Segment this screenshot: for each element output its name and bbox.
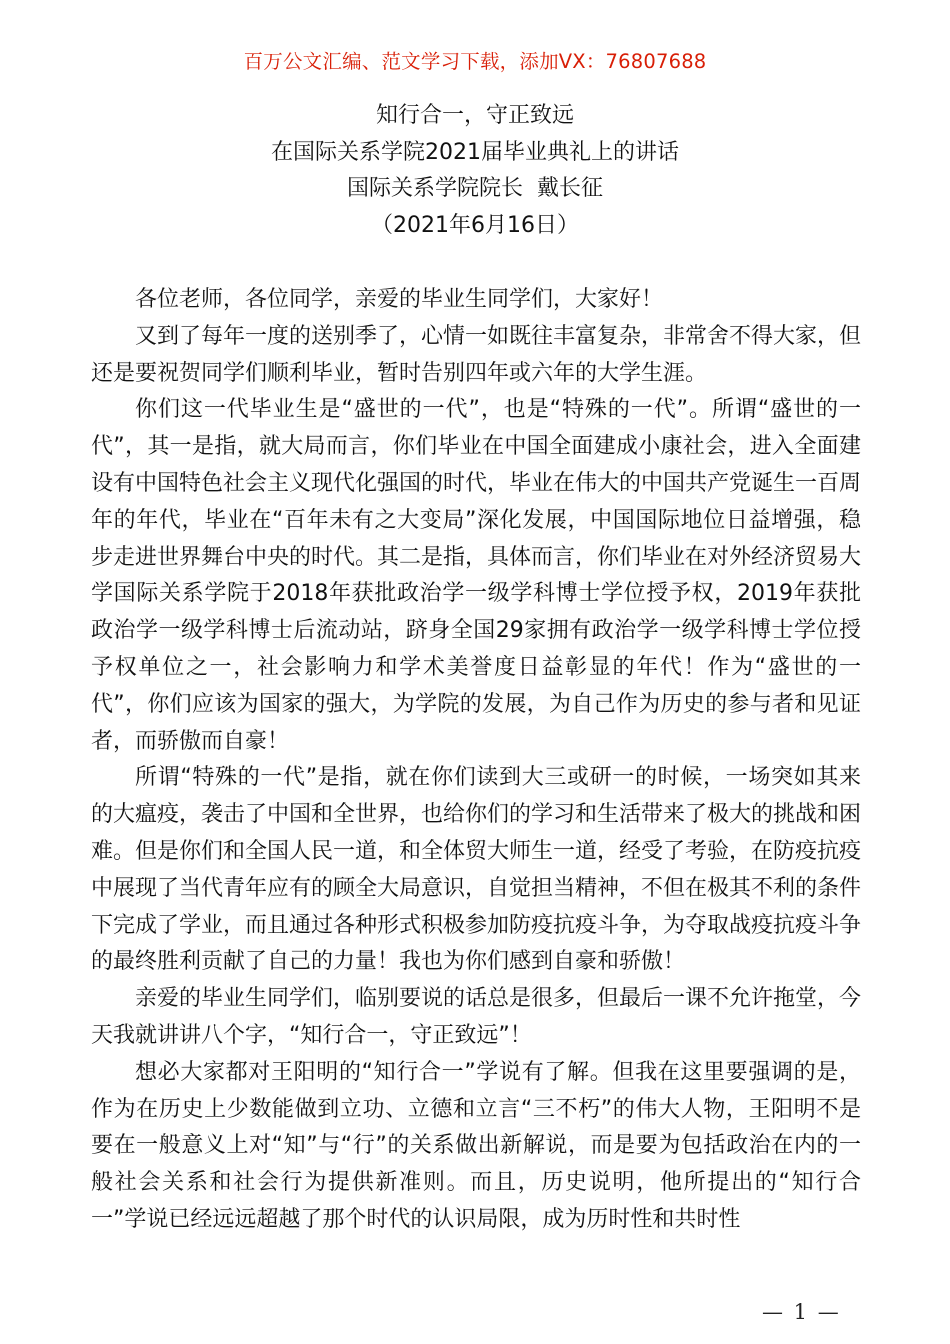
watermark-banner: 百万公文汇编、范文学习下载，添加VX：76807688 bbox=[243, 50, 707, 73]
speech-date: （2021年6月16日） bbox=[371, 212, 579, 238]
document-header bbox=[0, 98, 950, 244]
paragraph: 你们这一代毕业生是“盛世的一代”，也是“特殊的一代”。所谓“盛世的一代”，其一是指，就大局而言，你们毕业在中国全面建成小康社会，进入全面建设有中国特色社会主义现代化强国的时代，毕业在伟大的中国共产党诞生一百周年的年代，毕业在“百年未有之大变局”深化发展，中国国际地位日益增强，稳步走进世界舞台中央的时代。其二是指，具体而言，你们毕业在对外经济贸易大学国际关系学院于2018年获批政治学一级学科博士学位授予权，2019年获批政治学一级学科博士后流动站，跻身全国29家拥有政治学一级学科博士学位授予权单位之一，社会影响力和学术美誉度日益彰显的年代！作为“盛世的一代”，你们应该为国家的强大，为学院的发展，为自己作为历史的参与者和见证者，而骄傲而自豪！ bbox=[91, 397, 862, 754]
paragraph: 亲爱的毕业生同学们，临别要说的话总是很多，但最后一课不允许拖堂，今天我就讲讲八个字，“知行合一，守正致远”！ bbox=[91, 986, 862, 1048]
paragraph: 又到了每年一度的送别季了，心情一如既往丰富复杂，非常舍不得大家，但还是要祝贺同学们顺利毕业，暂时告别四年或六年的大学生涯。 bbox=[91, 323, 862, 386]
paragraph-greeting: 各位老师，各位同学，亲爱的毕业生同学们，大家好！ bbox=[135, 287, 664, 312]
document-subtitle: 在国际关系学院2021届毕业典礼上的讲话 bbox=[271, 139, 679, 165]
paragraph: 想必大家都对王阳明的“知行合一”学说有了解。但我在这里要强调的是，作为在历史上少数能做到立功、立德和立言“三不朽”的伟大人物，王阳明不是要在一般意义上对“知”与“行”的关系做出新解说，而是要为包括政治在内的一般社会关系和社会行为提供新准则。而且，历史说明，他所提出的“知行合一”学说已经远远超越了那个时代的认识局限，成为历时性和共时性 bbox=[91, 1059, 861, 1232]
speaker-line: 国际关系学院院长 戴长征 bbox=[347, 176, 603, 201]
page-number: — 1 — bbox=[762, 1300, 841, 1324]
document-title: 知行合一，守正致远 bbox=[375, 103, 574, 128]
speech-body bbox=[91, 282, 861, 1239]
paragraph: 所谓“特殊的一代”是指，就在你们读到大三或研一的时候，一场突如其来的大瘟疫，袭击了中国和全世界，也给你们的学习和生活带来了极大的挑战和困难。但是你们和全国人民一道，和全体贸大师生一道，经受了考验，在防疫抗疫中展现了当代青年应有的顾全大局意识，自觉担当精神，不但在极其不利的条件下完成了学业，而且通过各种形式积极参加防疫抗疫斗争，为夺取战疫抗疫斗争的最终胜利贡献了自己的力量！我也为你们感到自豪和骄傲！ bbox=[91, 765, 862, 975]
